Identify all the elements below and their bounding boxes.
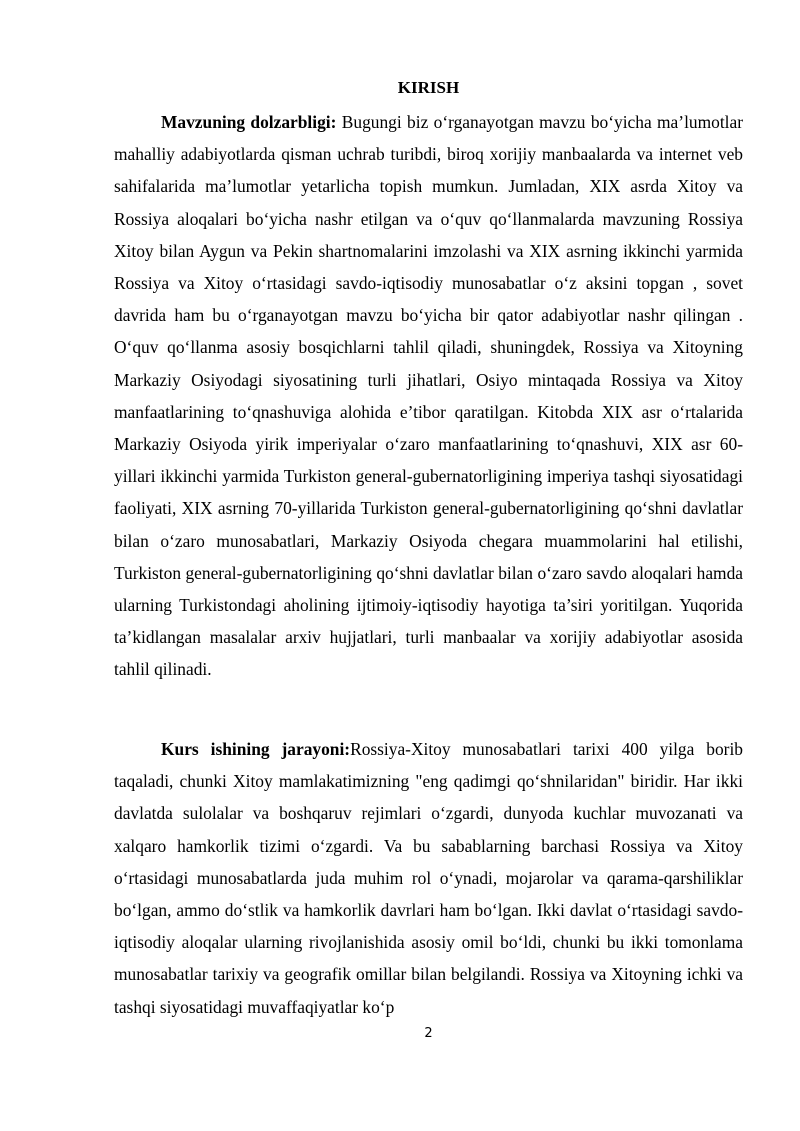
paragraph-course-process (114, 733, 743, 1023)
paragraph-body-relevance: Bugungi biz o‘rganayotgan mavzu bo‘yicha ma’lumotlar mahalliy adabiyotlarda qisman uchrab turibdi, biroq xorijiy manbaalarda va internet veb sahifalarida ma’lumotlar yetarlicha topish mumkun. Jumladan, XIX asrda Xitoy va Rossiya aloqalari bo‘yicha nashr etilgan va o‘quv qo‘llanmalarda mavzuning Rossiya Xitoy bilan Aygun va Pekin shartnomalarini imzolashi va XIX asrning ikkinchi yarmida Rossiya va Xitoy o‘rtasidagi savdo-iqtisodiy munosabatlar o‘z aksini topgan , sovet davrida ham bu o‘rganayotgan mavzu bo‘yicha bir qator adabiyotlar nashr qilingan . O‘quv qo‘llanma asosiy bosqichlarni tahlil qiladi, shuningdek, Rossiya va Xitoyning Markaziy Osiyodagi siyosatining turli jihatlari, Osiyo mintaqada Rossiya va Xitoy manfaatlarining to‘qnashuviga alohida e’tibor qaratilgan. Kitobda XIX asr o‘rtalarida Markaziy Osiyoda yirik imperiyalar o‘zaro manfaatlarining to‘qnashuvi, XIX asr 60-yillari ikkinchi yarmida Turkiston general-gubernatorligining imperiya tashqi siyosatidagi faoliyati, XIX asrning 70-yillarida Turkiston general-gubernatorligining qo‘shni davlatlar bilan o‘zaro munosabatlari, Markaziy Osiyoda chegara muammolarini hal etilishi, Turkiston general-gubernatorligining qo‘shni davlatlar bilan o‘zaro savdo aloqalari hamda ularning Turkistondagi aholining ijtimoiy-iqtisodiy hayotiga ta’siri yoritilgan. Yuqorida ta’kidlangan masalalar arxiv hujjatlari, turli manbaalar va xorijiy adabiyotlar asosida tahlil qilinadi. (114, 112, 743, 680)
paragraph-body-course-process: Rossiya-Xitoy munosabatlari tarixi 400 yilga borib taqaladi, chunki Xitoy mamlakatimizning "eng qadimgi qo‘shnilaridan" biridir. Har ikki davlatda sulolalar va boshqaruv rejimlari o‘zgardi, dunyoda kuchlar muvozanati va xalqaro hamkorlik tizimi o‘zgardi. Va bu sabablarning barchasi Rossiya va Xitoy o‘rtasidagi munosabatlarda juda muhim rol o‘ynadi, mojarolar va qarama-qarshiliklar bo‘lgan, ammo do‘stlik va hamkorlik davrlari ham bo‘lgan. Ikki davlat o‘rtasidagi savdo-iqtisodiy aloqalar ularning rivojlanishida asosiy omil bo‘ldi, chunki bu ikki tomonlama munosabatlar tarixiy va geografik omillar bilan belgilandi. Rossiya va Xitoyning ichki va tashqi siyosatidagi muvaffaqiyatlar ko‘p (114, 739, 743, 1017)
page-number: 2 (424, 1026, 433, 1041)
section-heading: KIRISH (397, 78, 460, 97)
paragraph-lead-relevance: Mavzuning dolzarbligi: (161, 112, 337, 132)
paragraph-relevance (114, 106, 743, 686)
paragraph-lead-course-process: Kurs ishining jarayoni: (161, 739, 351, 759)
